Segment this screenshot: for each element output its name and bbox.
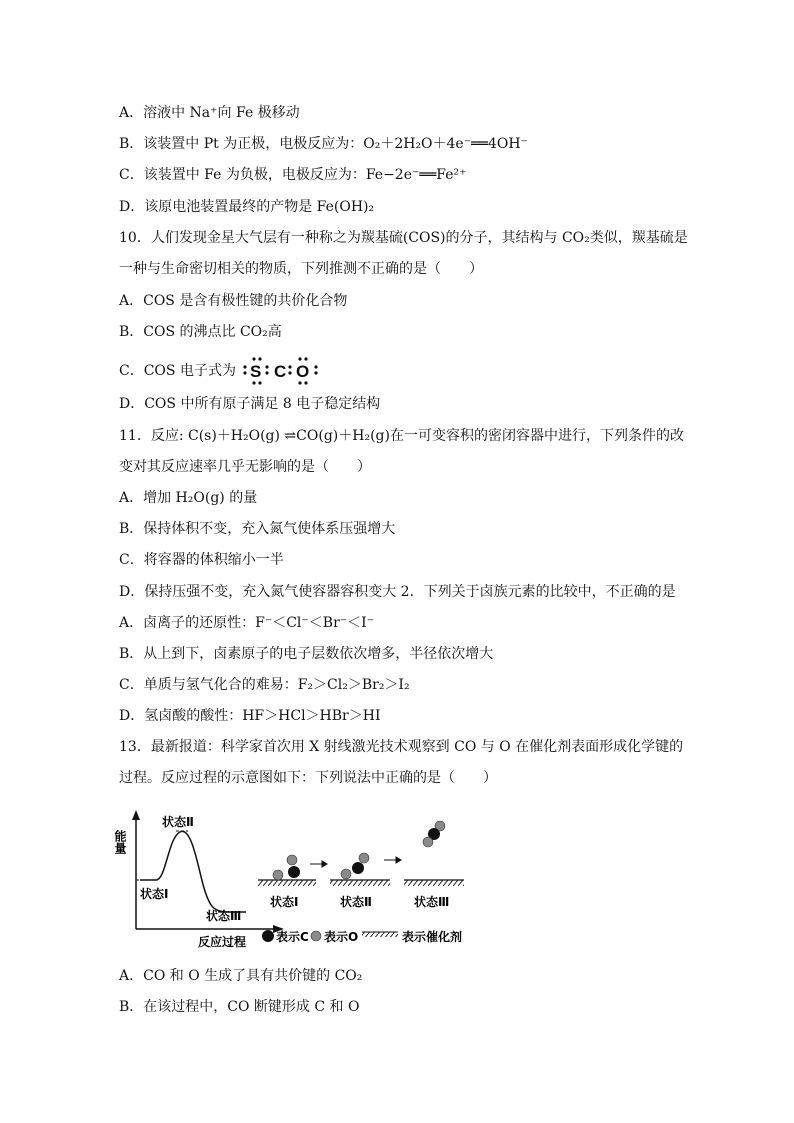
- option-9b: B．该装置中 Pt 为正极，电极反应为：O₂＋2H₂O＋4e⁻══4OH⁻: [119, 136, 528, 152]
- option-10c: [119, 356, 320, 386]
- state2-oxygen-of-co: [359, 853, 369, 863]
- scene-state2-label: 状态Ⅱ: [340, 895, 372, 909]
- option-10b: B．COS 的沸点比 CO₂高: [119, 324, 282, 340]
- catalyst-surface-state3: [404, 880, 464, 886]
- state2-molecules: [341, 853, 369, 879]
- option-13b: B．在该过程中，CO 断键形成 C 和 O: [119, 999, 360, 1015]
- legend-carbon-label: 表示C: [276, 930, 309, 944]
- legend-oxygen-label: 表示O: [324, 930, 359, 944]
- option-12a: A．卤离子的还原性：F⁻＜Cl⁻＜Br⁻＜I⁻: [119, 615, 375, 631]
- catalyst-surface-state1: [258, 880, 316, 886]
- option-11b: B．保持体积不变，充入氮气使体系压强增大: [119, 521, 396, 537]
- option-12b: B．从上到下，卤素原子的电子层数依次增多，半径依次增大: [119, 646, 494, 662]
- catalyst-surface-state2: [330, 880, 390, 886]
- y-axis-arrow: [132, 810, 140, 820]
- state1-molecules: [273, 855, 300, 880]
- option-12c: C．单质与氢气化合的难易：F₂＞Cl₂＞Br₂＞I₂: [119, 677, 410, 693]
- option-9a: A．溶液中 Na⁺向 Fe 极移动: [119, 105, 300, 121]
- question-10-line-2: 一种与生命密切相关的物质，下列推测不正确的是（ ）: [119, 261, 483, 277]
- option-9c: C．该装置中 Fe 为负极，电极反应为：Fe−2e⁻══Fe²⁺: [119, 167, 467, 183]
- question-13-line-1: 13．最新报道：科学家首次用 X 射线激光技术观察到 CO 与 O 在催化剂表面形成化学键的: [119, 739, 684, 755]
- reaction-energy-figure: [113, 808, 478, 953]
- curve-state2-label: 状态Ⅱ: [162, 815, 194, 829]
- option-10a: A．COS 是含有极性键的共价化合物: [119, 293, 348, 309]
- option-11a: A．增加 H₂O(g) 的量: [119, 490, 258, 506]
- state3-molecule: [423, 821, 445, 847]
- cos-lewis-structure: [242, 356, 320, 386]
- curve-state3-label: 状态Ⅲ: [206, 909, 242, 923]
- option-11d: D．保持压强不变，充入氮气使容器容积变大 2．下列关于卤族元素的比较中，不正确的是: [119, 584, 676, 600]
- state2-oxygen-atom: [341, 869, 351, 879]
- question-11-line-1: 11．反应: C(s)＋H₂O(g) ⇌CO(g)＋H₂(g)在一可变容积的密闭容器中进行，下列条件的改: [119, 428, 684, 444]
- state1-oxygen-atom: [273, 870, 283, 880]
- scene-state1-label: 状态Ⅰ: [270, 895, 299, 909]
- legend-carbon-dot: [262, 930, 274, 942]
- option-10c-text: C．COS 电子式为: [119, 363, 236, 379]
- option-11c: C．将容器的体积缩小一半: [119, 552, 284, 568]
- y-axis-label: 能量: [113, 830, 127, 854]
- question-10-line-1: 10．人们发现金星大气层有一种称之为羰基硫(COS)的分子，其结构与 CO₂类似，羰基硫是: [119, 230, 688, 246]
- curve-state1-label: 状态Ⅰ: [140, 887, 169, 901]
- figure-legend: [262, 929, 462, 944]
- lewis-o: O: [296, 362, 310, 381]
- option-12d: D．氢卤酸的酸性：HF＞HCl＞HBr＞HI: [119, 708, 381, 724]
- question-13-line-2: 过程。反应过程的示意图如下：下列说法中正确的是（ ）: [119, 770, 497, 786]
- lewis-c: C: [274, 362, 287, 381]
- option-10d: D．COS 中所有原子满足 8 电子稳定结构: [119, 396, 381, 412]
- state1-carbon: [288, 866, 300, 878]
- option-13a: A．CO 和 O 生成了具有共价键的 CO₂: [119, 968, 363, 984]
- option-9d: D．该原电池装置最终的产物是 Fe(OH)₂: [119, 199, 375, 215]
- lewis-s: S: [250, 362, 262, 381]
- legend-catalyst-swatch: [362, 932, 398, 937]
- x-axis-label: 反应过程: [198, 935, 247, 949]
- state3-oxygen-2: [423, 837, 433, 847]
- legend-catalyst-label: 表示催化剂: [402, 930, 463, 944]
- scene-state3-label: 状态Ⅲ: [414, 895, 450, 909]
- state2-carbon: [352, 862, 364, 874]
- question-11-line-2: 变对其反应速率几乎无影响的是（ ）: [119, 459, 371, 475]
- legend-oxygen-dot: [311, 931, 321, 941]
- state1-oxygen-of-co: [287, 855, 297, 865]
